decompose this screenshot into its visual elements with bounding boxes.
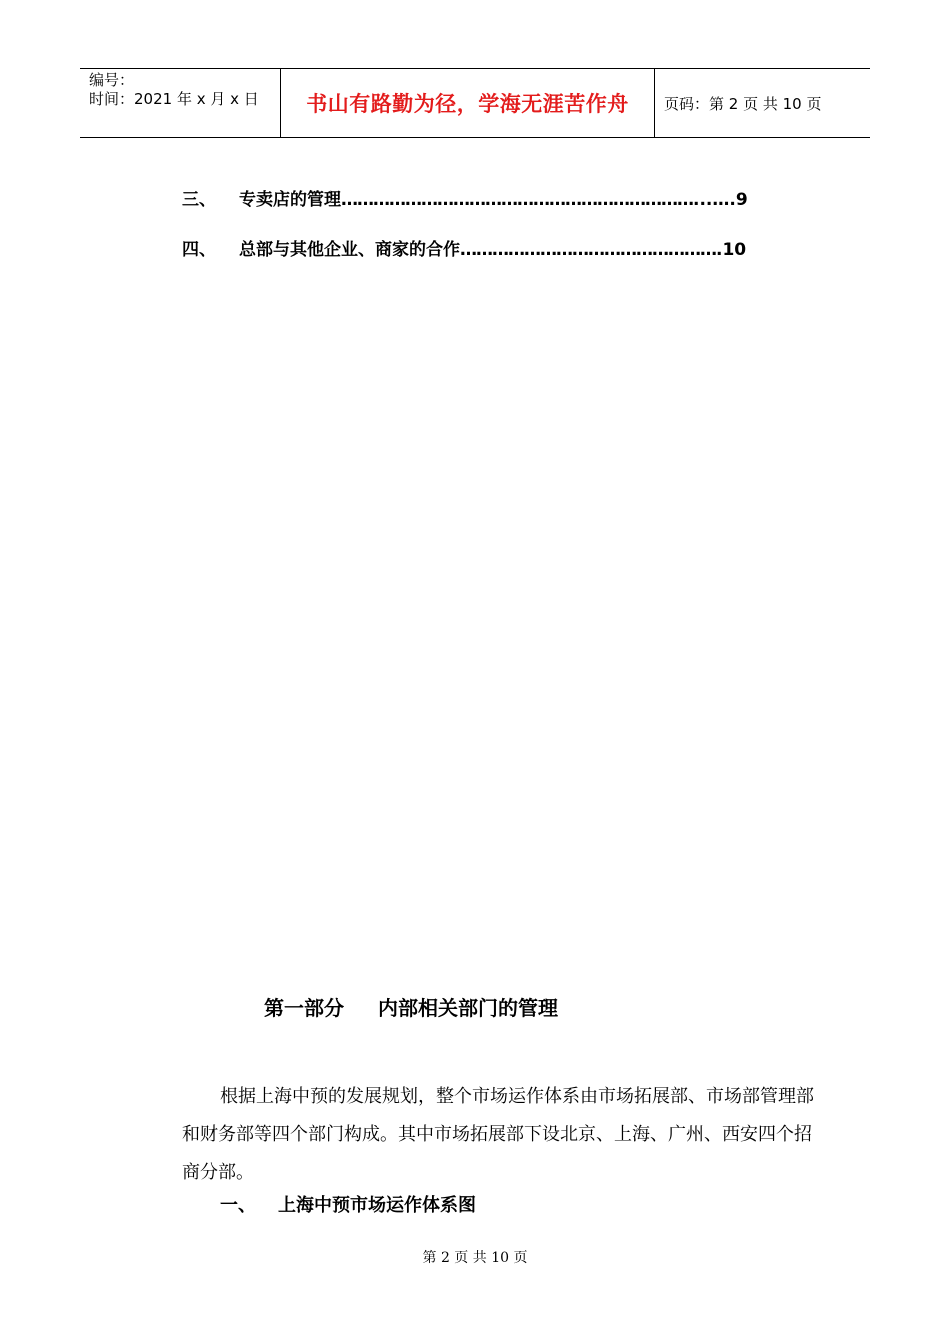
section-heading [264, 992, 558, 1021]
toc-entry-number: 四、 [182, 240, 216, 260]
section-title: 内部相关部门的管理 [378, 996, 558, 1020]
page-header [80, 68, 870, 138]
subsection-number: 一、 [220, 1195, 256, 1216]
toc-entry-page: .10 [716, 240, 747, 260]
toc-entry [182, 185, 748, 210]
header-number-label: 编号： [89, 71, 135, 89]
toc-entry-leader: ………………………………………………………… [341, 190, 693, 210]
toc-entry-title: 专卖店的管理 [239, 190, 341, 210]
body-paragraph-text: 根据上海中预的发展规划，整个市场运作体系由市场拓展部、市场部管理部和财务部等四个部门构成。其中市场拓展部下设北京、上海、广州、西安四个招商分部。 [182, 1086, 814, 1183]
toc-entry-page: ...….9 [693, 190, 748, 210]
toc-entry [182, 235, 746, 260]
header-meta [80, 69, 281, 137]
page-footer: 第 2 页 共 10 页 [422, 1250, 528, 1266]
toc-entry-title: 总部与其他企业、商家的合作 [239, 240, 460, 260]
body-paragraph [182, 1078, 822, 1192]
header-motto-cell [281, 69, 655, 137]
header-motto: 书山有路勤为径，学海无涯苦作舟 [306, 92, 629, 116]
subsection-title: 上海中预市场运作体系图 [278, 1195, 476, 1216]
header-date-label: 时间：2021 年 x 月 x 日 [89, 90, 259, 108]
toc-entry-leader: ………………………………………… [460, 240, 716, 260]
toc-entry-number: 三、 [182, 190, 216, 210]
header-page-info-cell [655, 69, 870, 137]
header-page-info: 页码：第 2 页 共 10 页 [664, 94, 822, 113]
subsection-heading [220, 1191, 476, 1217]
section-part: 第一部分 [264, 996, 344, 1020]
